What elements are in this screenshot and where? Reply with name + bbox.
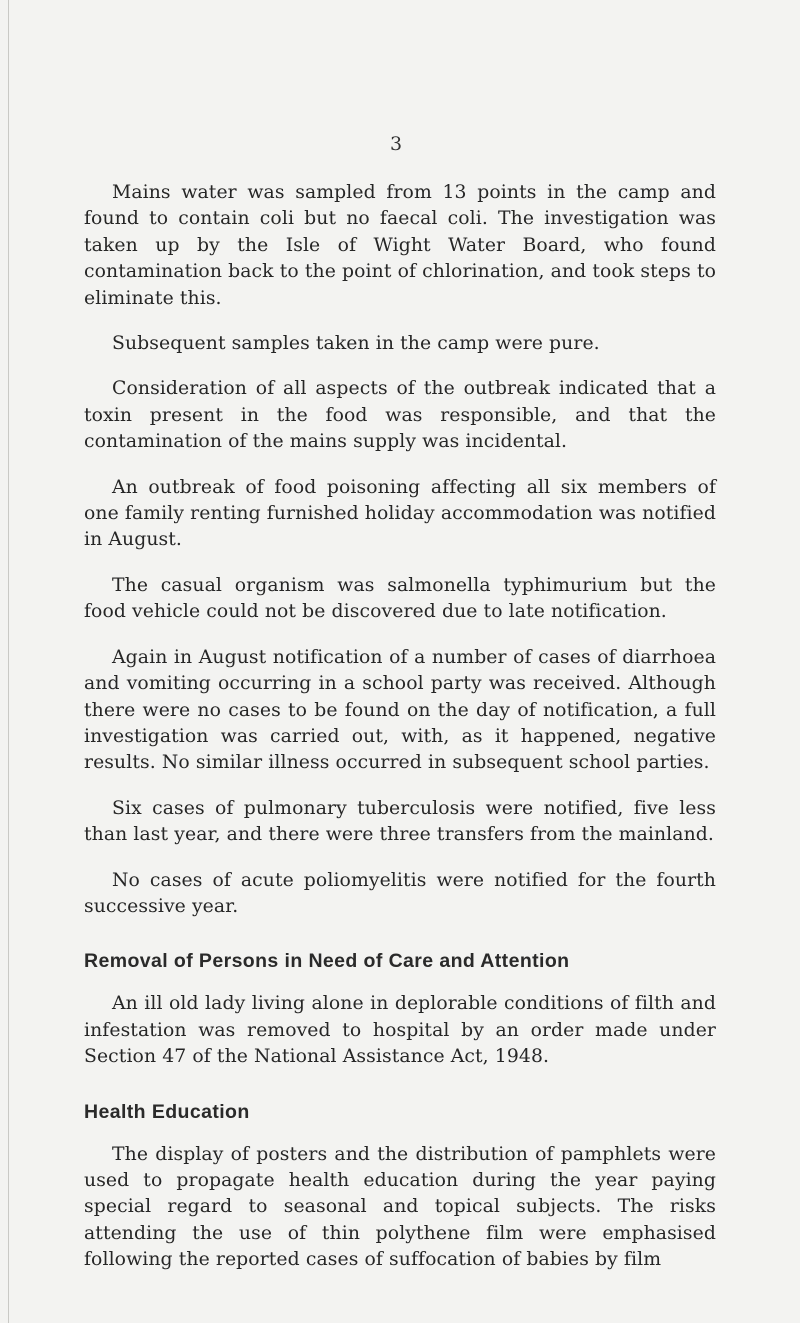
paragraph-health-education: The display of posters and the distribution of pamphlets were used to propagate health education during the year paying special regard to seasonal and topical subjects. The risks attending the use of thin polythene film were emphasised following the reported cases of suffocation of babies by film (84, 1143, 716, 1271)
paragraph-subsequent-samples: Subsequent samples taken in the camp were pure. (112, 333, 600, 355)
paragraph-food-poisoning: An outbreak of food poisoning affecting all six members of one family renting furnished holiday accommodation was notified in August. (84, 476, 716, 551)
paragraph-mains-water: Mains water was sampled from 13 points in the camp and found to contain coli but no faecal coli. The investigation was taken up by the Isle of Wight Water Board, who found contamination back to the point of chlorination, and took steps to eliminate this. (84, 182, 716, 309)
heading-removal-of-persons: Removal of Persons in Need of Care and Attention (84, 950, 570, 973)
document-body (84, 180, 716, 1293)
paragraph-ill-old-lady: An ill old lady living alone in deplorable conditions of filth and infestation was removed to hospital by an order made under Section 47 of the National Assistance Act, 1948. (84, 993, 716, 1068)
page-edge (8, 0, 9, 1323)
page-number: 3 (390, 133, 403, 155)
paragraph-poliomyelitis: No cases of acute poliomyelitis were notified for the fourth successive year. (84, 869, 716, 917)
paragraph-tuberculosis: Six cases of pulmonary tuberculosis were notified, five less than last year, and there were three transfers from the mainland. (84, 797, 716, 846)
heading-health-education: Health Education (84, 1100, 250, 1123)
paragraph-consideration: Consideration of all aspects of the outbreak indicated that a toxin present in the food was responsible, and that the contamination of the mains supply was incidental. (84, 378, 716, 453)
paragraph-school-party: Again in August notification of a number of cases of diarrhoea and vomiting occurring in a school party was received. Although there were no cases to be found on the day of notification, a full investigation was carried out, with, as it happened, negative results. No similar illness occurred in subsequent school parties. (84, 646, 716, 774)
paragraph-casual-organism: The casual organism was salmonella typhimurium but the food vehicle could not be discovered due to late notification. (84, 574, 716, 623)
